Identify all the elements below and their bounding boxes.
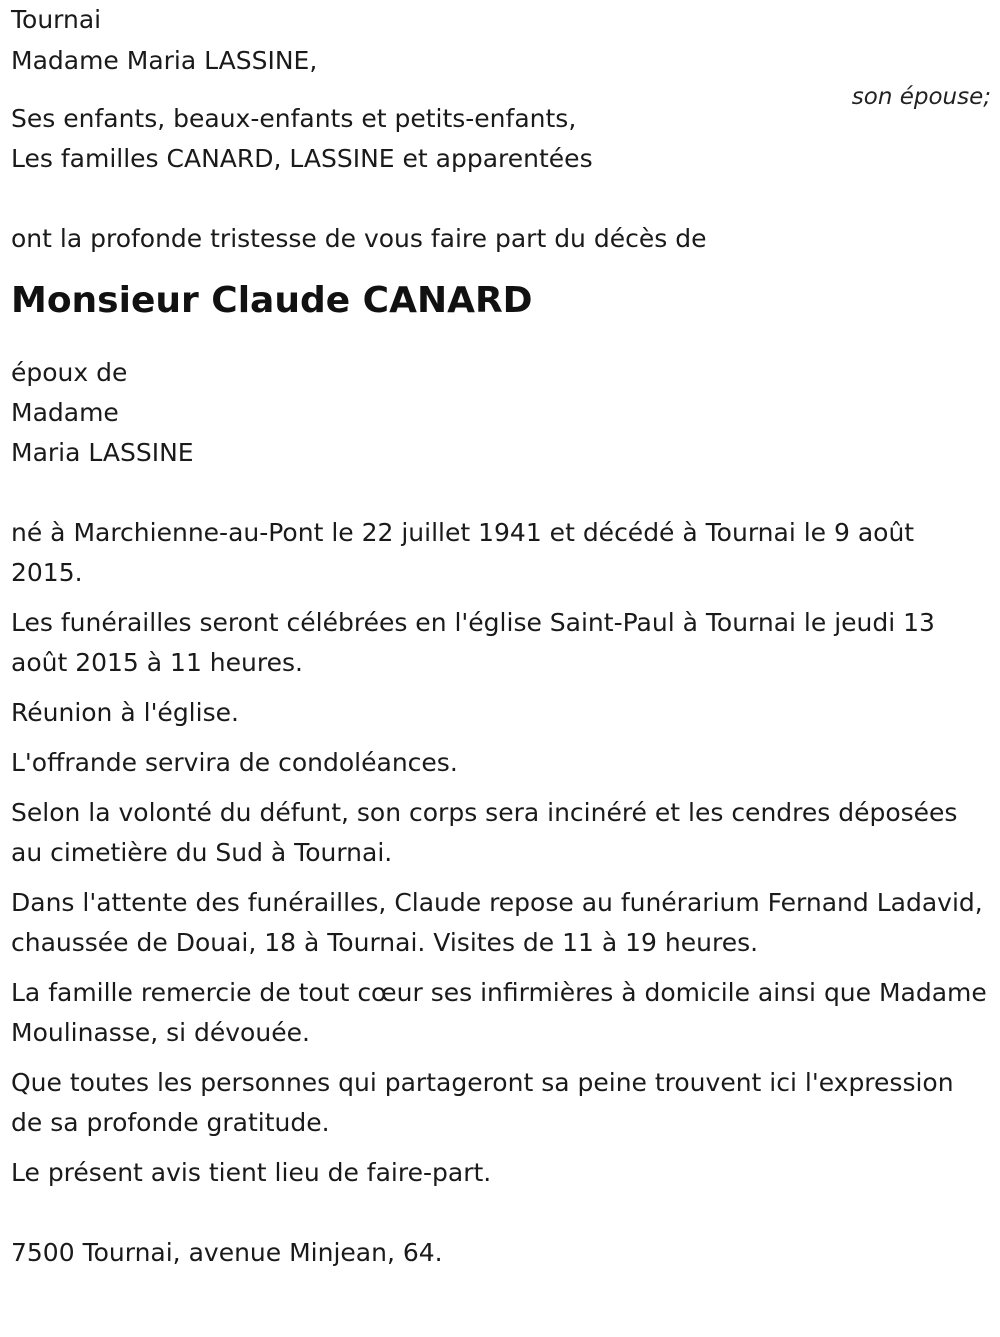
details: [11, 513, 991, 1193]
gratitude-paragraph: Que toutes les personnes qui partageront sa peine trouvent ici l'expression de sa profonde gratitude.: [11, 1068, 954, 1137]
family-line: Ses enfants, beaux-enfants et petits-enfants,: [11, 104, 577, 133]
spouse-name: Madame Maria LASSINE,: [11, 46, 318, 75]
address: 7500 Tournai, avenue Minjean, 64.: [11, 1238, 443, 1267]
cremation-paragraph: Selon la volonté du défunt, son corps sera incinéré et les cendres déposées au cimetière du Sud à Tournai.: [11, 798, 958, 867]
birth-death-paragraph: né à Marchienne-au-Pont le 22 juillet 1941 et décédé à Tournai le 9 août 2015.: [11, 518, 915, 587]
spouse-block-line: époux de: [11, 358, 128, 387]
city: Tournai: [11, 5, 102, 34]
spouse-block-line: Madame: [11, 398, 119, 427]
deceased-name: Monsieur Claude CANARD: [11, 280, 533, 321]
family-list: [11, 99, 991, 179]
spouse-role: son épouse;: [851, 84, 991, 110]
family-line: Les familles CANARD, LASSINE et apparentées: [11, 144, 593, 173]
header: [11, 0, 991, 110]
funeral-paragraph: Les funérailles seront célébrées en l'église Saint-Paul à Tournai le jeudi 13 août 2015 à 11 heures.: [11, 608, 935, 677]
announcement: ont la profonde tristesse de vous faire part du décès de: [11, 224, 707, 253]
spouse-block-line: Maria LASSINE: [11, 438, 194, 467]
spouse-block: [11, 353, 991, 473]
notice-paragraph: Le présent avis tient lieu de faire-part.: [11, 1158, 492, 1187]
offering-paragraph: L'offrande servira de condoléances.: [11, 748, 458, 777]
funerarium-paragraph: Dans l'attente des funérailles, Claude repose au funérarium Fernand Ladavid, chaussée de Douai, 18 à Tournai. Visites de 11 à 19 heures.: [11, 888, 983, 957]
obituary-notice: [11, 0, 991, 1273]
thanks-paragraph: La famille remercie de tout cœur ses infirmières à domicile ainsi que Madame Moulinasse, si dévouée.: [11, 978, 987, 1047]
meeting-paragraph: Réunion à l'église.: [11, 698, 239, 727]
